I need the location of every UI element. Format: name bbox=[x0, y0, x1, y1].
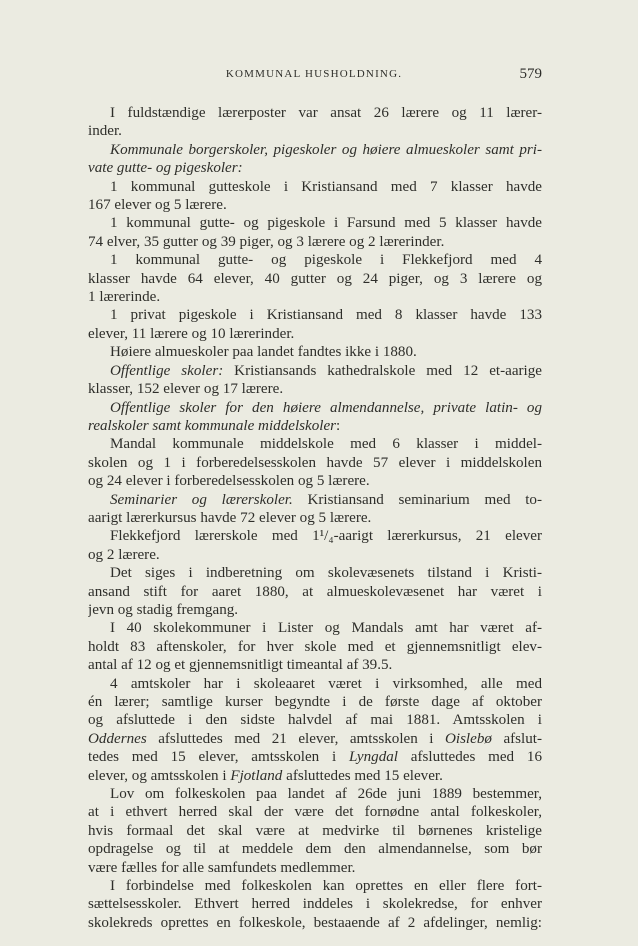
page-header bbox=[86, 66, 542, 86]
text-line bbox=[88, 711, 542, 729]
text-segment: og 24 elever i forberedelsesskolen og 5 lærere. bbox=[88, 473, 370, 490]
text-segment: inder. bbox=[88, 123, 122, 140]
text-line bbox=[88, 822, 542, 840]
text-line bbox=[88, 306, 542, 324]
italic-text: Offentlige skoler: bbox=[110, 362, 224, 379]
text-segment: antal af 12 og et gjennemsnitligt timeantal af 39.5. bbox=[88, 657, 393, 674]
text-line bbox=[88, 141, 542, 159]
text-segment: 1 kommunal gutteskole i Kristiansand med 7 klasser havde bbox=[110, 178, 542, 195]
text-segment: 167 elever og 5 lærere. bbox=[88, 197, 227, 214]
italic-text: Oddernes bbox=[88, 730, 147, 747]
text-line bbox=[88, 214, 542, 232]
text-line bbox=[88, 399, 542, 417]
text-line bbox=[88, 417, 542, 435]
text-line bbox=[88, 472, 542, 490]
text-line bbox=[88, 840, 542, 858]
italic-text: Kommunale borgerskoler, pigeskoler og høiere almueskoler samt pri- bbox=[110, 141, 542, 158]
italic-text: realskoler samt kommunale middelskoler bbox=[88, 417, 337, 434]
text-segment: klasser, 152 elever og 17 lærere. bbox=[88, 381, 284, 398]
text-segment: 1 kommunal gutte- og pigeskole i Flekkefjord med 4 bbox=[110, 252, 542, 269]
text-line bbox=[88, 288, 542, 306]
text-segment: klasser havde 64 elever, 40 gutter og 24 piger, og 3 lærere og bbox=[88, 270, 542, 287]
text-segment: én lærer; samtlige kurser begyndte i de første dage af oktober bbox=[88, 694, 542, 710]
text-segment: Det siges i indberetning om skolevæsenets tilstand i Kristi- bbox=[110, 565, 542, 582]
text-segment: jevn og stadig fremgang. bbox=[88, 601, 239, 618]
text-line bbox=[88, 546, 542, 564]
running-title: KOMMUNAL HUSHOLDNING. bbox=[225, 68, 403, 80]
text-line bbox=[88, 196, 542, 214]
text-line bbox=[88, 362, 542, 380]
text-segment: Mandal kommunale middelskole med 6 klasser i middel- bbox=[110, 436, 542, 453]
text-segment: sættelsesskoler. Ethvert herred inddeles i skolekredse, for enhver bbox=[88, 896, 542, 913]
text-segment: være fælles for alle samfundets medlemmer. bbox=[88, 859, 356, 876]
italic-text: Fjotland bbox=[230, 767, 283, 784]
text-line bbox=[88, 251, 542, 269]
text-segment: 1 lærerinde. bbox=[88, 289, 161, 306]
text-segment: afslut- bbox=[491, 730, 542, 747]
text-segment: 1 privat pigeskole i Kristiansand med 8 klasser havde 133 bbox=[110, 307, 542, 324]
text-segment: I 40 skolekommuner i Lister og Mandals amt har været af- bbox=[110, 620, 542, 637]
text-segment: skolekreds oprettes en folkeskole, bestaaende af 2 afdelinger, nemlig: bbox=[88, 914, 542, 931]
body-text bbox=[88, 104, 542, 932]
text-line bbox=[88, 270, 542, 288]
text-segment: 4 amtskoler har i skoleaaret været i virksomhed, alle med bbox=[110, 675, 542, 692]
text-line bbox=[88, 675, 542, 693]
text-segment: holdt 83 aftenskoler, for hver skole med et gjennemsnitligt elev- bbox=[88, 638, 542, 655]
text-line bbox=[88, 730, 542, 748]
text-segment: Lov om folkeskolen paa landet af 26de juni 1889 bestemmer, bbox=[110, 786, 542, 803]
text-segment: ansand stift for aaret 1880, at almueskolevæsenet har været i bbox=[88, 583, 542, 600]
text-segment: opdragelse og til at meddele dem den almendannelse, som bør bbox=[88, 841, 542, 858]
text-segment: og 2 lærere. bbox=[88, 546, 160, 563]
text-segment: 74 elver, 35 gutter og 39 piger, og 3 lærere og 2 lærerinder. bbox=[88, 233, 445, 250]
text-line bbox=[88, 178, 542, 196]
italic-text: Offentlige skoler for den høiere almendannelse, private latin- og bbox=[110, 399, 542, 416]
text-line bbox=[88, 785, 542, 803]
text-line bbox=[88, 914, 542, 932]
text-segment: hvis formaal det skal være at medvirke til børnenes kristelige bbox=[88, 822, 542, 839]
page-number: 579 bbox=[519, 66, 542, 82]
text-line bbox=[88, 435, 542, 453]
text-segment: Kristiansand seminarium med to- bbox=[292, 491, 542, 508]
text-line bbox=[88, 748, 542, 766]
text-line bbox=[88, 877, 542, 895]
text-segment: at i ethvert herred skal der være det fornødne antal folkeskoler, bbox=[88, 804, 542, 821]
text-line bbox=[88, 656, 542, 674]
text-line bbox=[88, 638, 542, 656]
text-segment: og afsluttede i den sidste halvdel af mai 1881. Amtsskolen i bbox=[88, 712, 542, 729]
text-line bbox=[88, 454, 542, 472]
italic-text: Seminarier og lærerskoler. bbox=[110, 491, 293, 508]
text-line bbox=[88, 325, 542, 343]
italic-text: Lyngdal bbox=[348, 749, 398, 766]
text-segment: elever, 11 lærere og 10 lærerinder. bbox=[88, 325, 295, 342]
text-line bbox=[88, 343, 542, 361]
text-segment: Høiere almueskoler paa landet fandtes ikke i 1880. bbox=[110, 344, 417, 361]
text-line bbox=[88, 380, 542, 398]
text-segment: : bbox=[336, 417, 341, 434]
text-line bbox=[88, 803, 542, 821]
text-line bbox=[88, 491, 542, 509]
text-line bbox=[88, 159, 542, 177]
text-segment: elever, og amtsskolen i bbox=[88, 767, 231, 784]
text-line bbox=[88, 767, 542, 785]
text-line bbox=[88, 859, 542, 877]
italic-text: Oislebø bbox=[444, 730, 492, 747]
text-segment: I fuldstændige lærerposter var ansat 26 lærere og 11 lærer- bbox=[110, 105, 542, 121]
text-line bbox=[88, 527, 542, 545]
text-segment: skolen og 1 i forberedelsesskolen havde 57 elever i middelskolen bbox=[88, 454, 542, 471]
text-line bbox=[88, 619, 542, 637]
text-segment: afsluttedes med 21 elever, amtsskolen i bbox=[146, 730, 445, 747]
text-line bbox=[88, 509, 542, 527]
text-line bbox=[88, 693, 542, 711]
text-line bbox=[88, 104, 542, 122]
text-segment: afsluttedes med 15 elever. bbox=[282, 767, 443, 784]
italic-text: vate gutte- og pigeskoler: bbox=[88, 160, 243, 177]
text-line bbox=[88, 122, 542, 140]
text-line bbox=[88, 583, 542, 601]
text-line bbox=[88, 895, 542, 913]
text-line bbox=[88, 601, 542, 619]
text-segment: I forbindelse med folkeskolen kan oprettes en eller flere fort- bbox=[110, 878, 542, 895]
text-segment: tedes med 15 elever, amtsskolen i bbox=[88, 749, 349, 766]
text-segment: afsluttedes med 16 bbox=[398, 749, 542, 766]
text-segment: Flekkefjord lærerskole med 1¹/₄-aarigt lærerkursus, 21 elever bbox=[110, 528, 542, 545]
text-line bbox=[88, 564, 542, 582]
text-segment: aarigt lærerkursus havde 72 elever og 5 lærere. bbox=[88, 509, 372, 526]
text-segment: 1 kommunal gutte- og pigeskole i Farsund med 5 klasser havde bbox=[110, 215, 542, 232]
text-line bbox=[88, 233, 542, 251]
text-segment: Kristiansands kathedralskole med 12 et-aarige bbox=[223, 362, 542, 379]
